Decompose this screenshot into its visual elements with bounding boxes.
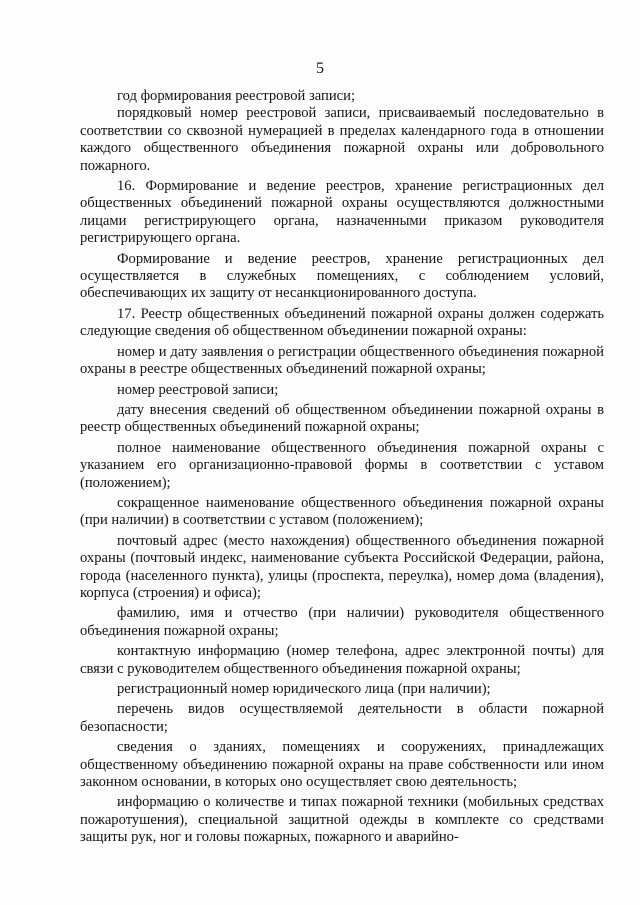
paragraph: порядковый номер реестровой записи, присваиваемый последовательно в соответствии со сквозной нумерацией в пределах календарного года в отношении каждого общественного объединения пожарной охраны или добровольного пожарного.: [80, 105, 604, 174]
paragraph: дату внесения сведений об общественном объединении пожарной охраны в реестр общественных объединений пожарной охраны;: [80, 401, 604, 436]
paragraph: сокращенное наименование общественного объединения пожарной охраны (при наличии) в соответствии с уставом (положением);: [80, 494, 604, 529]
document-body: [80, 88, 604, 847]
paragraph: контактную информацию (номер телефона, адрес электронной почты) для связи с руководителем общественного объединения пожарной охраны;: [80, 643, 604, 677]
page-number: 5: [316, 60, 324, 77]
paragraph: регистрационный номер юридического лица (при наличии);: [117, 681, 491, 697]
paragraph: номер и дату заявления о регистрации общественного объединения пожарной охраны в реестре общественных объединений пожарной охраны;: [80, 343, 604, 378]
paragraph: 16. Формирование и ведение реестров, хранение регистрационных дел общественных объединений пожарной охраны осуществляются должностными лицами регистрирующего органа, назначенными приказом руководителя регистрирующего органа.: [80, 178, 604, 247]
paragraph: сведения о зданиях, помещениях и сооружениях, принадлежащих общественному объединению пожарной охраны на праве собственности или ином законном основании, в которых оно осуществляет свою деятельность;: [80, 739, 604, 791]
paragraph: перечень видов осуществляемой деятельности в области пожарной безопасности;: [80, 701, 604, 735]
paragraph: полное наименование общественного объединения пожарной охраны с указанием его организационно-правовой формы в соответствии с уставом (положением);: [80, 439, 604, 491]
paragraph: информацию о количестве и типах пожарной техники (мобильных средствах пожаротушения), специальной защитной одежды в комплекте со средствами защиты рук, ног и головы пожарных, пожарного и аварийно-: [80, 794, 604, 846]
paragraph: номер реестровой записи;: [117, 381, 279, 398]
paragraph: почтовый адрес (место нахождения) общественного объединения пожарной охраны (почтовый индекс, наименование субъекта Российской Федерации, района, города (населенного пункта), улицы (проспекта, переулка), номер дома (владения), корпуса (строения) и офиса);: [80, 532, 604, 601]
paragraph: фамилию, имя и отчество (при наличии) руководителя общественного объединения пожарной охраны;: [80, 605, 604, 639]
paragraph: год формирования реестровой записи;: [117, 88, 355, 104]
paragraph: 17. Реестр общественных объединений пожарной охраны должен содержать следующие сведения об общественном объединении пожарной охраны:: [80, 305, 604, 340]
paragraph: Формирование и ведение реестров, хранение регистрационных дел осуществляется в служебных помещениях, с соблюдением условий, обеспечивающих их защиту от несанкционированного доступа.: [80, 250, 604, 302]
